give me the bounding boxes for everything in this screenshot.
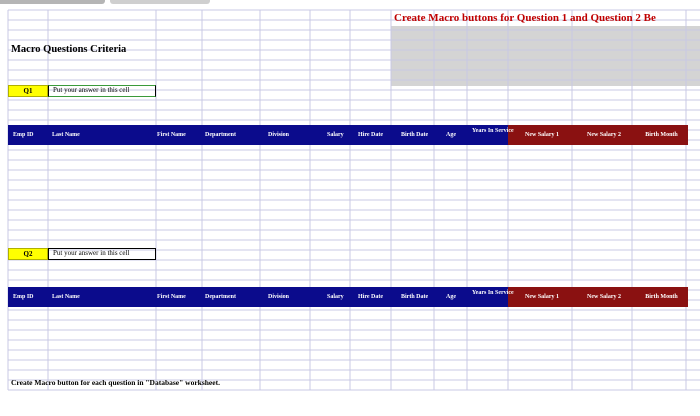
- header-department[interactable]: Department: [205, 132, 236, 138]
- header-new-salary-2[interactable]: New Salary 2: [587, 132, 621, 138]
- question-2-label: Q2: [8, 248, 48, 260]
- header-division[interactable]: Division: [268, 132, 290, 138]
- header-age[interactable]: Age: [446, 132, 456, 138]
- header-years-in-service[interactable]: Years In Service: [472, 128, 514, 134]
- header-hire-date[interactable]: Hire Date: [358, 132, 384, 138]
- question-1-answer-cell[interactable]: Put your answer in this cell: [48, 85, 156, 97]
- header-department[interactable]: Department: [205, 294, 236, 300]
- criteria-label: Macro Questions Criteria: [11, 44, 127, 55]
- header-new-salary-1[interactable]: New Salary 1: [525, 294, 559, 300]
- header-last-name[interactable]: Last Name: [52, 132, 80, 138]
- header-birth-date[interactable]: Birth Date: [401, 132, 429, 138]
- question-1-label: Q1: [8, 85, 48, 97]
- header-emp-id[interactable]: Emp ID: [13, 132, 34, 138]
- header-birth-month[interactable]: Birth Month: [645, 294, 678, 300]
- question-2-answer-cell[interactable]: Put your answer in this cell: [48, 248, 156, 260]
- header-emp-id[interactable]: Emp ID: [13, 294, 34, 300]
- sheet-title: Create Macro buttons for Question 1 and Question 2 Be: [394, 12, 656, 24]
- header-salary[interactable]: Salary: [327, 132, 344, 138]
- header-birth-month[interactable]: Birth Month: [645, 132, 678, 138]
- header-first-name[interactable]: First Name: [157, 294, 186, 300]
- header-new-salary-2[interactable]: New Salary 2: [587, 294, 621, 300]
- header-years-in-service[interactable]: Years In Service: [472, 290, 514, 296]
- header-age[interactable]: Age: [446, 294, 456, 300]
- header-division[interactable]: Division: [268, 294, 290, 300]
- header-last-name[interactable]: Last Name: [52, 294, 80, 300]
- header-birth-date[interactable]: Birth Date: [401, 294, 429, 300]
- header-salary[interactable]: Salary: [327, 294, 344, 300]
- footer-note: Create Macro button for each question in "Database" worksheet.: [11, 378, 220, 387]
- header-hire-date[interactable]: Hire Date: [358, 294, 384, 300]
- header-new-salary-1[interactable]: New Salary 1: [525, 132, 559, 138]
- header-first-name[interactable]: First Name: [157, 132, 186, 138]
